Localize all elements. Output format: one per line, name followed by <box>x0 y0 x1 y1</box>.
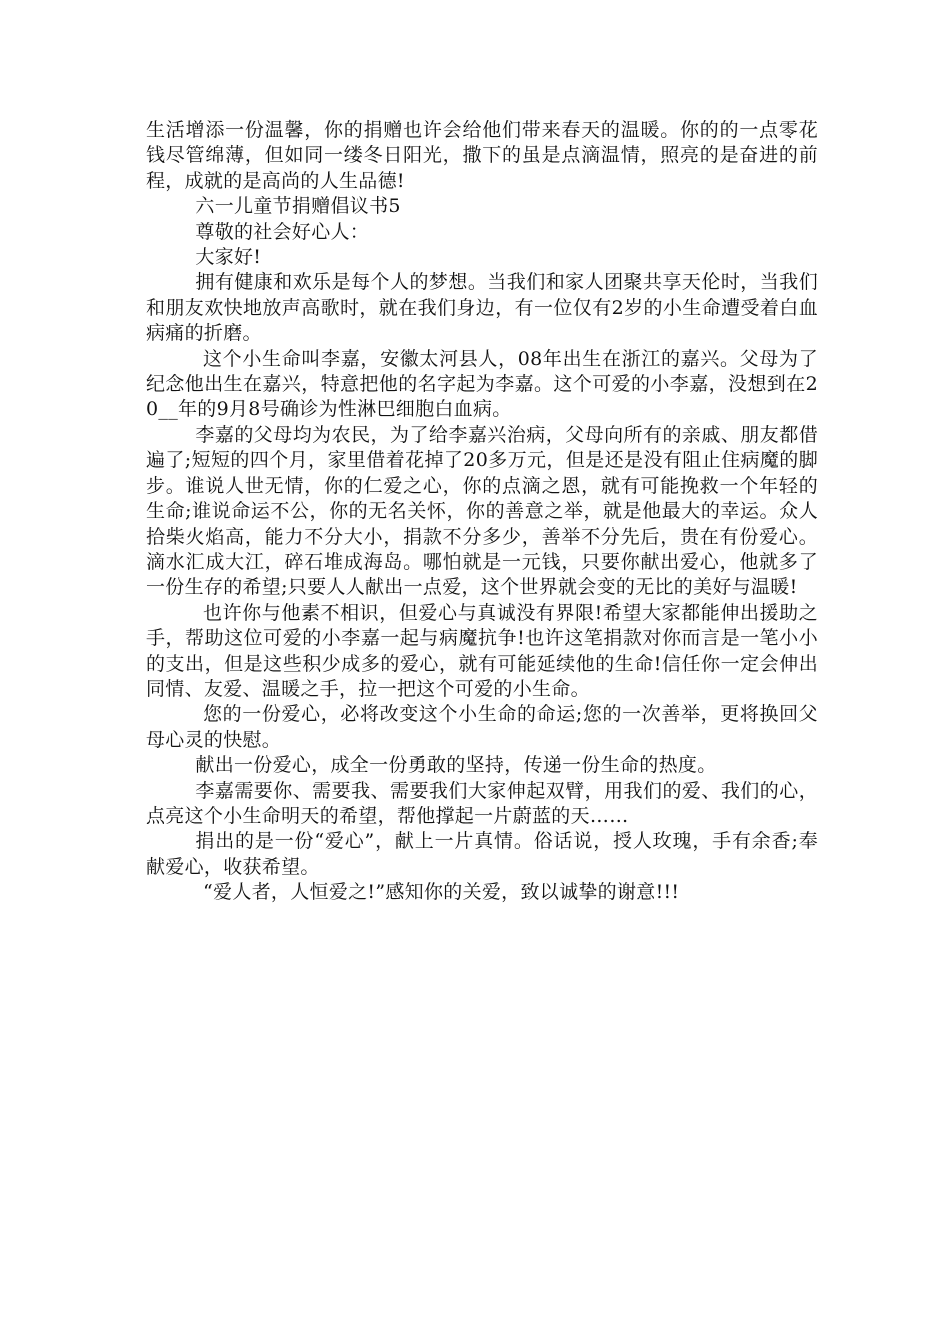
closing-line: “爱人者，人恒爱之!”感知你的关爱，致以诚挚的谢意!!! <box>203 881 680 904</box>
paragraph: 捐出的是一份“爱心”，献上一片真情。俗话说，授人玫瑰，手有余香;奉献爱心，收获希望。 <box>146 830 818 878</box>
paragraph-continuation: 生活增添一份温馨，你的捐赠也许会给他们带来春天的温暖。你的的一点零花钱尽管绵薄，但如同一缕冬日阳光，撒下的虽是点滴温情，照亮的是奋进的前程，成就的是高尚的人生品德! <box>146 119 818 192</box>
paragraph: 您的一份爱心，必将改变这个小生命的命运;您的一次善举，更将换回父母心灵的快慰。 <box>146 703 818 751</box>
paragraph: 李嘉的父母均为农民，为了给李嘉兴治病，父母向所有的亲戚、朋友都借遍了;短短的四个月，家里借着花掉了20多万元，但是还是没有阻止住病魔的脚步。谁说人世无情，你的仁爱之心，你的点滴之恩，就有可能挽救一个年轻的生命;谁说命运不公，你的无名关怀，你的善意之举，就是他最大的幸运。众人拾柴火焰高，能力不分大小，捐款不分多少，善举不分先后，贵在有份爱心。滴水汇成大江，碎石堆成海岛。哪怕就是一元钱，只要你献出爱心，他就多了一份生存的希望;只要人人献出一点爱，这个世界就会变的无比的美好与温暖! <box>146 423 818 599</box>
salutation: 尊敬的社会好心人： <box>195 220 370 243</box>
paragraph: 李嘉需要你、需要我、需要我们大家伸起双臂，用我们的爱、我们的心，点亮这个小生命明天的希望，帮他撑起一片蔚蓝的天…… <box>146 779 818 827</box>
paragraph: 献出一份爱心，成全一份勇敢的坚持，传递一份生命的热度。 <box>195 754 717 777</box>
document-body <box>146 118 818 906</box>
document-title: 六一儿童节捐赠倡议书5 <box>195 195 401 218</box>
greeting: 大家好! <box>195 246 262 269</box>
paragraph: 这个小生命叫李嘉，安徽太河县人，08年出生在浙江的嘉兴。父母为了纪念他出生在嘉兴，特意把他的名字起为李嘉。这个可爱的小李嘉，没想到在20__年的9月8号确诊为性淋巴细胞白血病。 <box>146 347 818 421</box>
paragraph: 拥有健康和欢乐是每个人的梦想。当我们和家人团聚共享天伦时，当我们和朋友欢快地放声高歌时，就在我们身边，有一位仅有2岁的小生命遭受着白血病痛的折磨。 <box>146 271 818 345</box>
paragraph: 也许你与他素不相识，但爱心与真诚没有界限!希望大家都能伸出援助之手，帮助这位可爱的小李嘉一起与病魔抗争!也许这笔捐款对你而言是一笔小小的支出，但是这些积少成多的爱心，就有可能延续他的生命!信任你一定会伸出同情、友爱、温暖之手，拉一把这个可爱的小生命。 <box>146 601 818 700</box>
